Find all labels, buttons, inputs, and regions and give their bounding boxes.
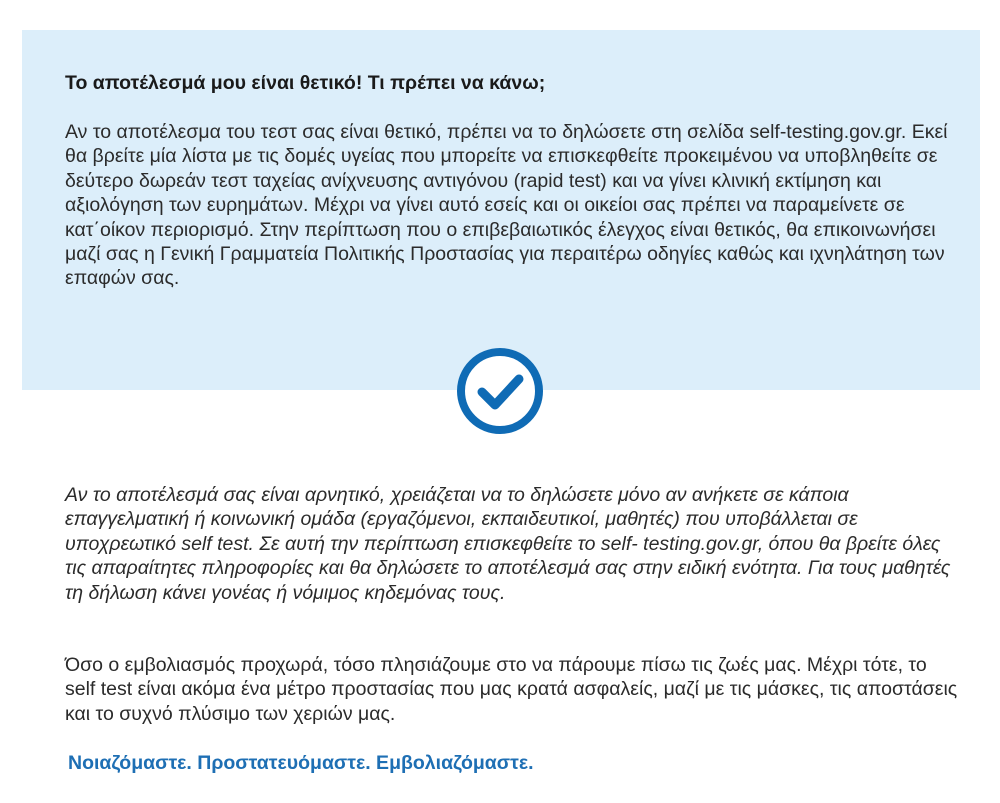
- closing-slogan: Νοιαζόμαστε. Προστατευόμαστε. Εμβολιαζόμαστε.: [68, 752, 534, 774]
- positive-result-heading: Το αποτέλεσμά μου είναι θετικό! Τι πρέπει να κάνω;: [65, 72, 546, 94]
- negative-result-text: Αν το αποτέλεσμά σας είναι αρνητικό, χρειάζεται να το δηλώσετε μόνο αν ανήκετε σε κάποια επαγγελματική ή κοινωνική ομάδα (εργαζόμενοι, εκπαιδευτικοί, μαθητές) που υποβάλλεται σε υποχρεωτικό self test. Σε αυτή την περίπτωση επισκεφθείτε το self- testing.gov.gr, όπου θα βρείτε όλες τις απαραίτητες πληροφορίες και θα δηλώσετε το αποτέλεσμά σας στην ειδική ενότητα. Για τους μαθητές τη δήλωση κάνει γονέας ή νόμιμος κηδεμόνας τους.: [65, 484, 951, 604]
- checkmark-circle-icon: [456, 347, 544, 435]
- positive-result-text: Αν το αποτέλεσμα του τεστ σας είναι θετικό, πρέπει να το δηλώσετε στη σελίδα self-testing.gov.gr. Εκεί θα βρείτε μία λίστα με τις δομές υγείας που μπορείτε να επισκεφθείτε προκειμένου να υποβληθείτε σε δεύτερο δωρεάν τεστ ταχείας ανίχνευσης αντιγόνου (rapid test) και να γίνει κλινική εκτίμηση και αξιολόγηση των ευρημάτων. Μέχρι να γίνει αυτό εσείς και οι οικείοι σας πρέπει να παραμείνετε σε κατ΄οίκον περιορισμό. Στην περίπτωση που ο επιβεβαιωτικός έλεγχος είναι θετικός, θα επικοινωνήσει μαζί σας η Γενική Γραμματεία Πολιτικής Προστασίας για περαιτέρω οδηγίες καθώς και ιχνηλάτηση των επαφών σας.: [65, 121, 948, 290]
- vaccination-text: Όσο ο εμβολιασμός προχωρά, τόσο πλησιάζουμε στο να πάρουμε πίσω τις ζωές μας. Μέχρι τότε, το self test είναι ακόμα ένα μέτρο προστασίας που μας κρατά ασφαλείς, μαζί με τις μάσκες, τις αποστάσεις και το συχνό πλύσιμο των χεριών μας.: [65, 654, 958, 725]
